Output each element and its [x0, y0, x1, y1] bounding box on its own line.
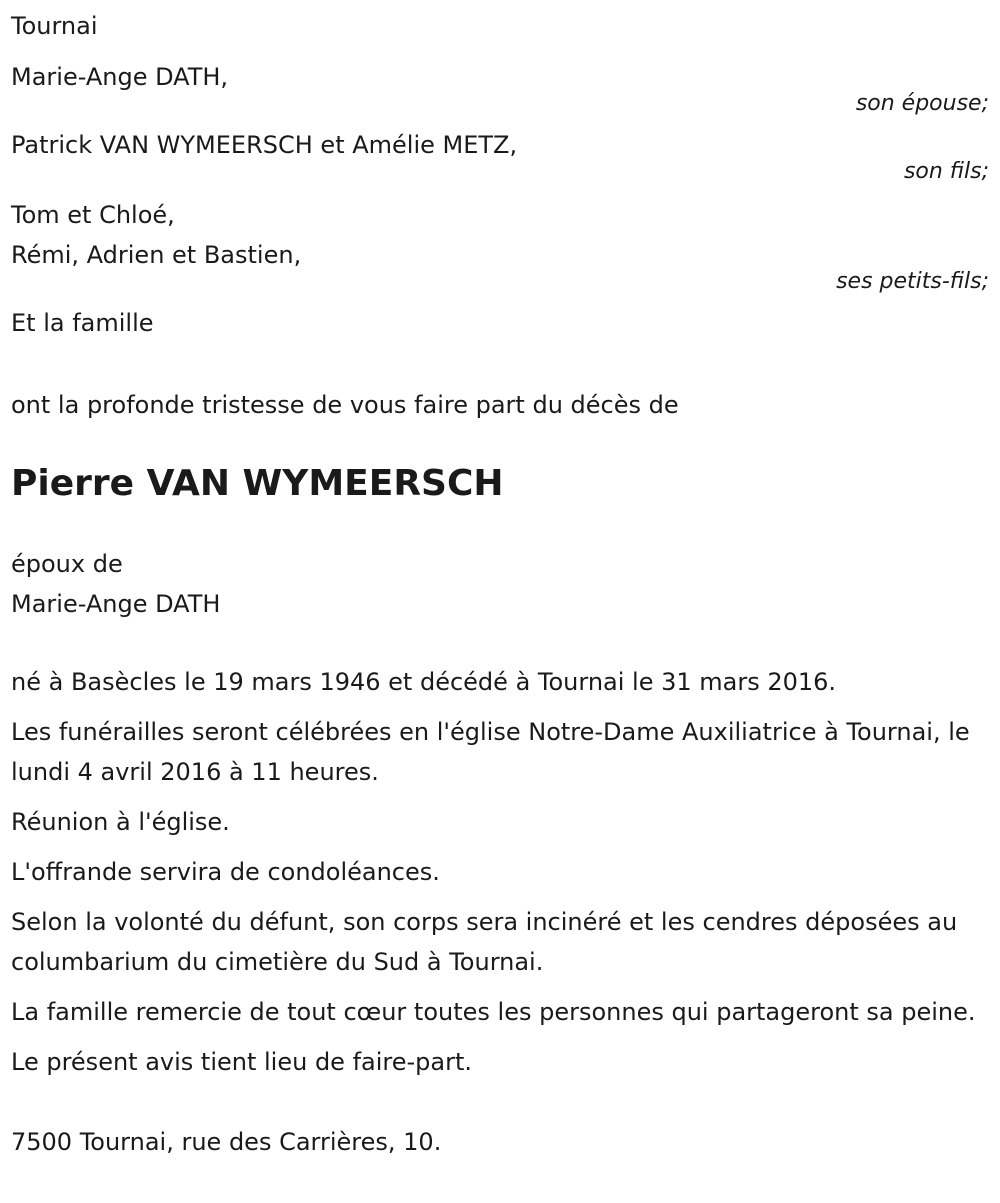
offering-text: L'offrande servira de condoléances.: [11, 858, 440, 886]
grandchildren-line-1: Tom et Chloé,: [11, 201, 175, 229]
announcement-text: ont la profonde tristesse de vous faire part du décès de: [11, 391, 679, 419]
deceased-name: Pierre VAN WYMEERSCH: [11, 463, 504, 504]
meeting-text: Réunion à l'église.: [11, 808, 230, 836]
son-role: son fils;: [903, 159, 989, 184]
address-text: 7500 Tournai, rue des Carrières, 10.: [11, 1128, 442, 1156]
family-line: Et la famille: [11, 309, 154, 337]
grandchildren-role: ses petits-fils;: [836, 269, 989, 294]
cremation-text: Selon la volonté du défunt, son corps sera incinéré et les cendres déposées au columbarium du cimetière du Sud à Tournai.: [11, 908, 958, 976]
place-heading: Tournai: [11, 12, 98, 40]
spouse-of-label: époux de: [11, 550, 123, 578]
birth-death-text: né à Basècles le 19 mars 1946 et décédé à Tournai le 31 mars 2016.: [11, 668, 837, 696]
spouse-name: Marie-Ange DATH,: [11, 63, 229, 91]
spouse-of-name: Marie-Ange DATH: [11, 590, 221, 618]
funeral-text: Les funérailles seront célébrées en l'église Notre-Dame Auxiliatrice à Tournai, le lundi 4 avril 2016 à 11 heures.: [11, 718, 970, 786]
grandchildren-line-2: Rémi, Adrien et Bastien,: [11, 241, 302, 269]
obituary-notice: [11, 0, 989, 1162]
notice-text: Le présent avis tient lieu de faire-part.: [11, 1048, 473, 1076]
thanks-text: La famille remercie de tout cœur toutes les personnes qui partageront sa peine.: [11, 998, 976, 1026]
spouse-role: son épouse;: [855, 91, 989, 116]
son-names: Patrick VAN WYMEERSCH et Amélie METZ,: [11, 131, 518, 159]
